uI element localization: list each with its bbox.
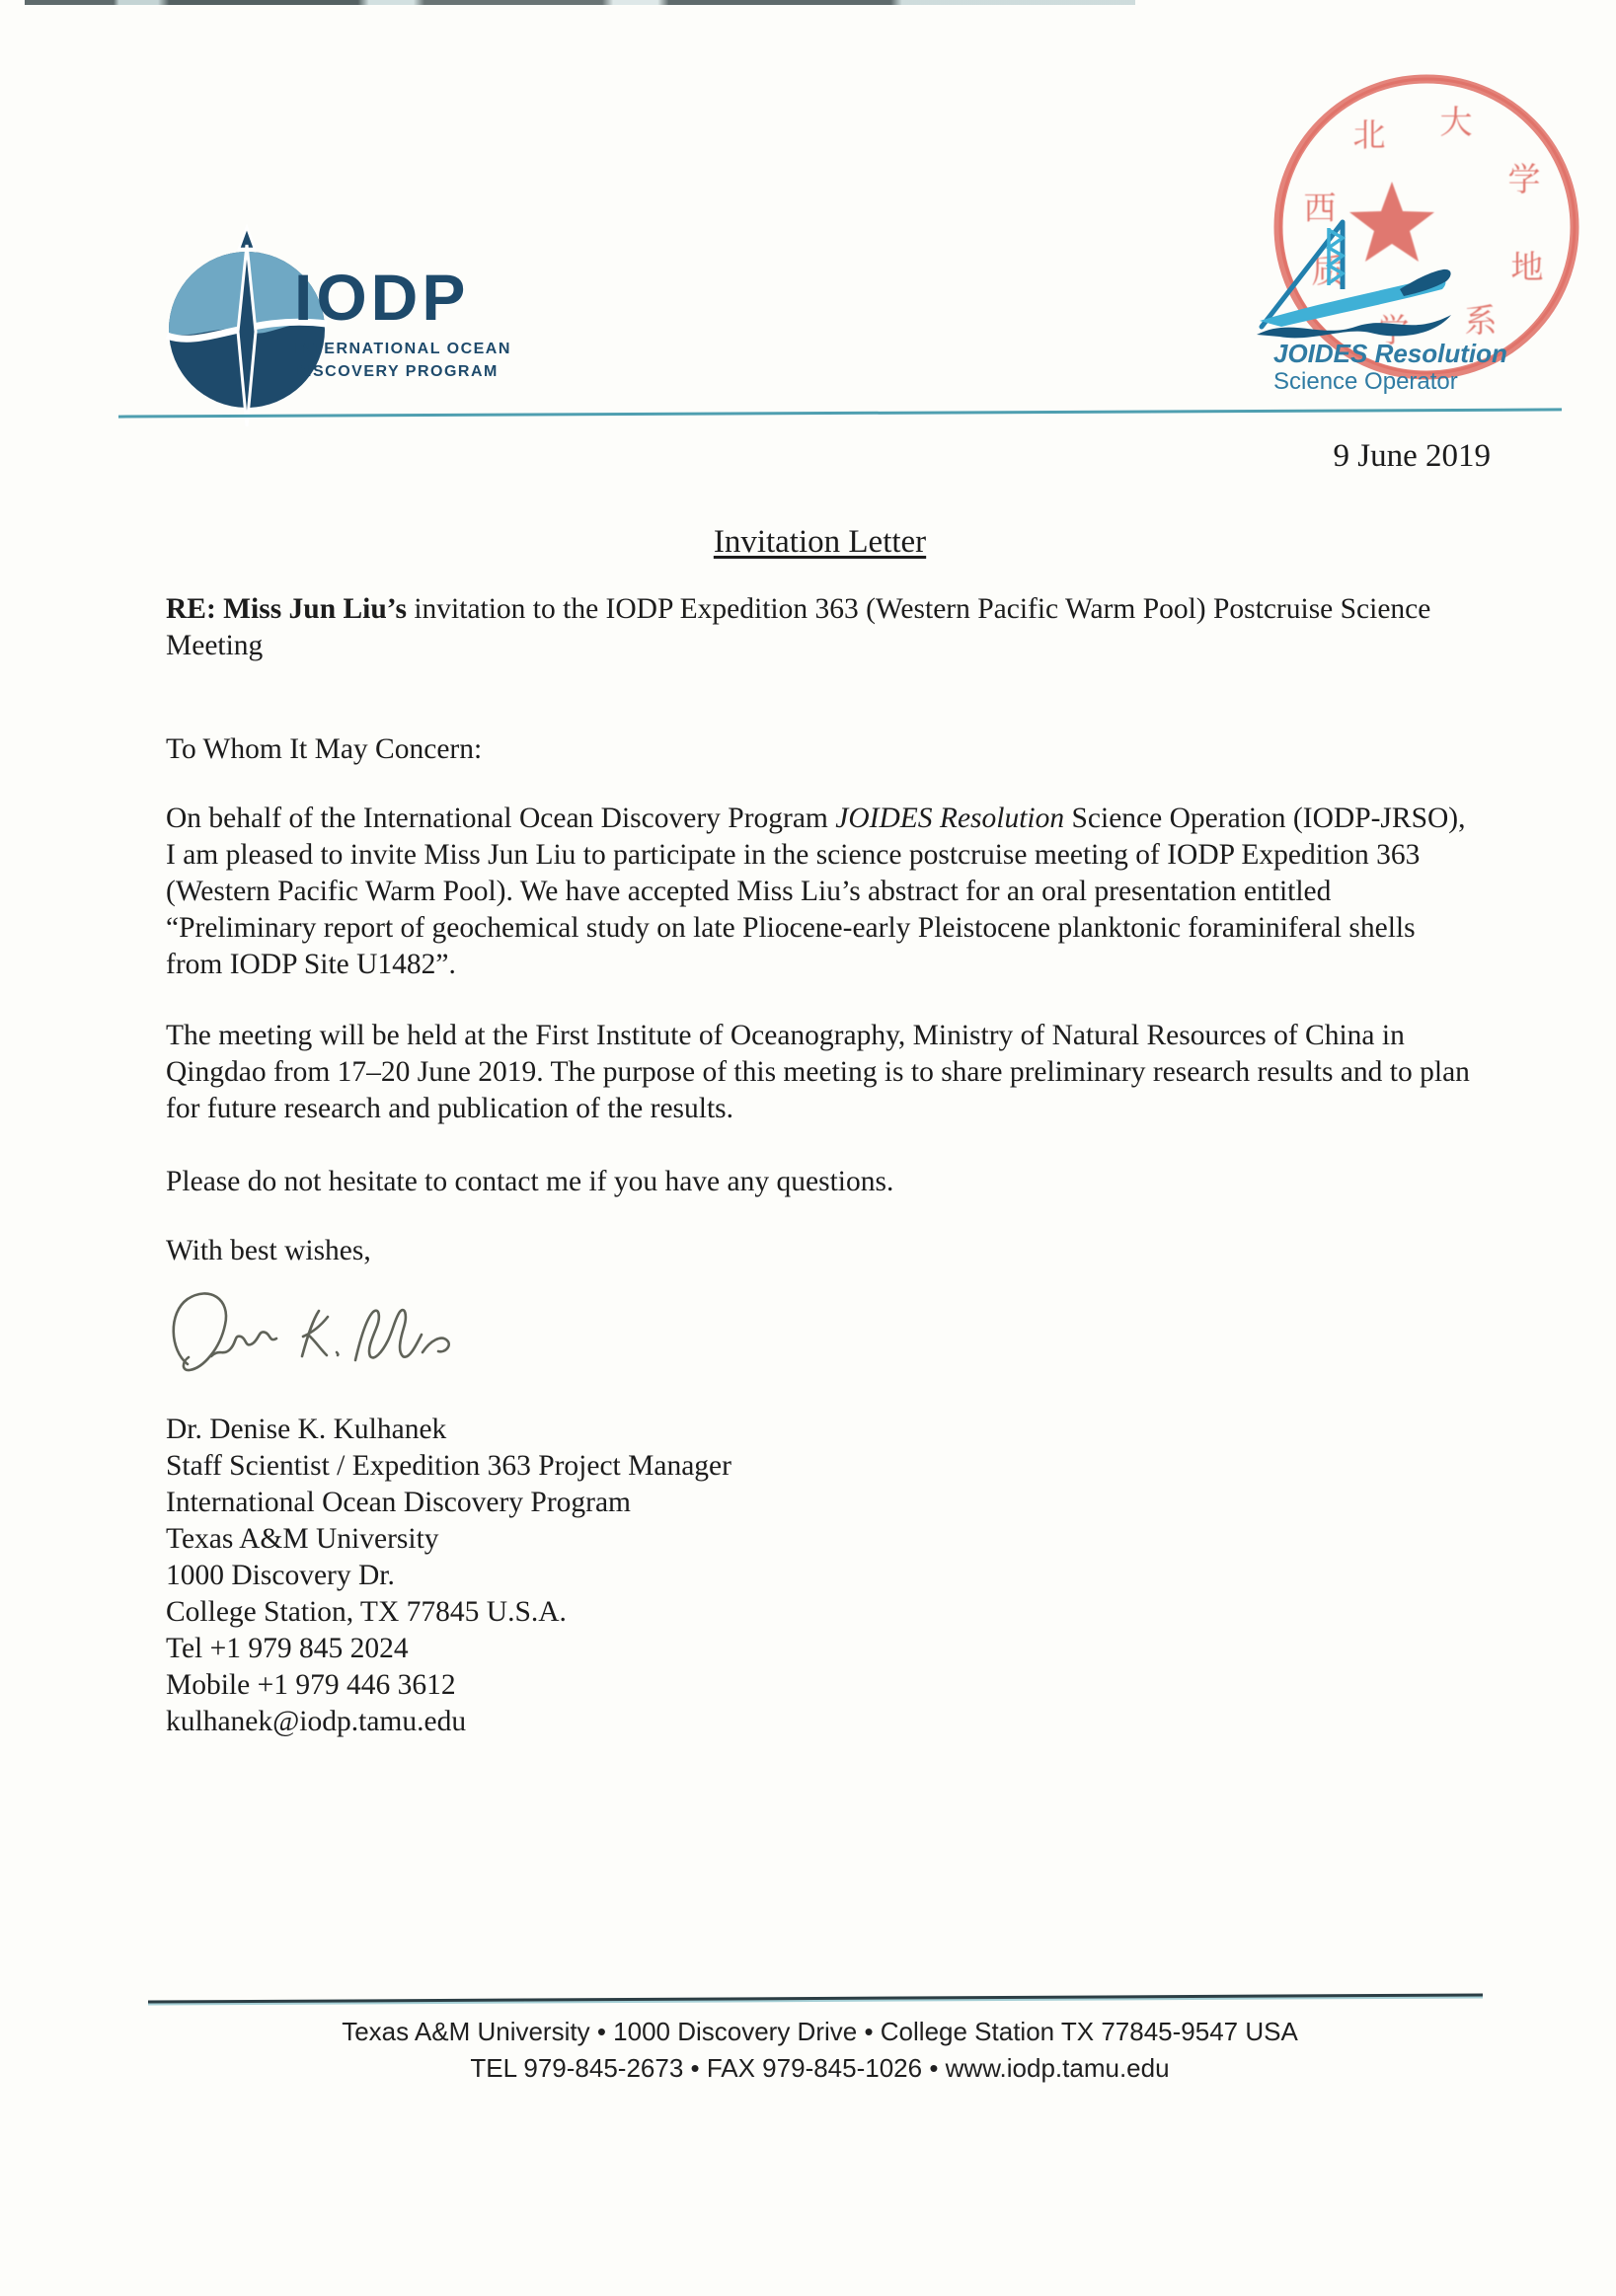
iodp-program-name <box>294 338 511 383</box>
footer-divider <box>148 1993 1483 2003</box>
contact-block <box>166 1412 1474 1740</box>
letter-title: Invitation Letter <box>713 524 927 560</box>
contact-name: Dr. Denise K. Kulhanek <box>166 1414 447 1445</box>
closing-line: With best wishes, <box>166 1235 371 1266</box>
stamp-character: 学 <box>1507 160 1541 198</box>
letter-date: 9 June 2019 <box>1333 438 1491 474</box>
footer-phone: TEL 979-845-2673 • FAX 979-845-1026 • www.iodp.tamu.edu <box>470 2053 1170 2083</box>
salutation: To Whom It May Concern: <box>166 733 483 765</box>
contact-street: 1000 Discovery Dr. <box>166 1560 395 1591</box>
re-subject-bold: RE: Miss Jun Liu’s <box>166 593 407 625</box>
stamp-character: 西 <box>1303 189 1337 227</box>
stamp-character: 北 <box>1352 115 1386 154</box>
footer <box>166 2014 1474 2087</box>
iodp-name-line2: DISCOVERY PROGRAM <box>294 363 499 380</box>
iodp-name-line1: INTERNATIONAL OCEAN <box>294 341 511 357</box>
contact-tel: Tel +1 979 845 2024 <box>166 1633 409 1664</box>
ship-logo-line1: JOIDES Resolution <box>1273 339 1507 368</box>
paragraph-3: Please do not hesitate to contact me if you have any questions. <box>166 1166 894 1197</box>
iodp-acronym: IODP <box>294 261 470 334</box>
scan-artifact-bar <box>25 0 1135 5</box>
p1-ship-name: JOIDES Resolution <box>835 803 1065 834</box>
footer-address: Texas A&M University • 1000 Discovery Drive • College Station TX 77845-9547 USA <box>342 2017 1298 2046</box>
handwritten-signature <box>158 1273 454 1397</box>
p1-after: Science Operation (IODP-JRSO), I am pleased to invite Miss Jun Liu to participate in the science postcruise meeting of IODP Expedition 363 (Western Pacific Warm Pool). We have accepted Miss Liu’s abstract for an oral presentation entitled “Preliminary report of geochemical study on late Pliocene-early Pleistocene planktonic foraminiferal shells from IODP Site U1482”. <box>166 803 1466 980</box>
ship-logo-line2: Science Operator <box>1273 368 1458 395</box>
paragraph-2: The meeting will be held at the First Institute of Oceanography, Ministry of Natural Resources of China in Qingdao from 17–20 June 2019. The purpose of this meeting is to share preliminary research results and to plan for future research and publication of the results. <box>166 1020 1470 1124</box>
re-subject-rest: invitation to the IODP Expedition 363 (Western Pacific Warm Pool) Postcruise Science Meeting <box>166 593 1431 661</box>
stamp-character: 地 <box>1510 248 1544 286</box>
stamp-character: 大 <box>1439 103 1473 141</box>
contact-role: Staff Scientist / Expedition 363 Project Manager <box>166 1450 731 1482</box>
paragraph-1 <box>166 801 1474 983</box>
contact-program: International Ocean Discovery Program <box>166 1487 632 1518</box>
contact-city: College Station, TX 77845 U.S.A. <box>166 1596 567 1628</box>
contact-mobile: Mobile +1 979 446 3612 <box>166 1669 456 1701</box>
iodp-logo-text <box>294 261 511 383</box>
re-line <box>166 591 1474 664</box>
contact-email: kulhanek@iodp.tamu.edu <box>166 1706 467 1737</box>
joides-ship-icon <box>1252 210 1467 346</box>
stamp-character: 质 <box>1311 252 1345 290</box>
stamp-character: 系 <box>1464 301 1498 340</box>
contact-university: Texas A&M University <box>166 1523 439 1555</box>
p1-before: On behalf of the International Ocean Discovery Program <box>166 803 836 834</box>
